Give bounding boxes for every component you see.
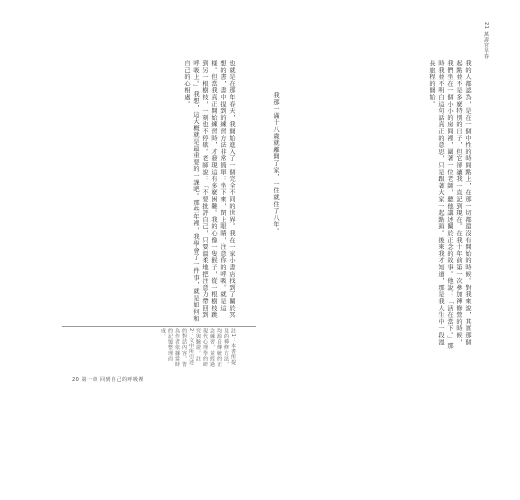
left-page-footnotes: 註1：本書所提及的禪修方法，均源自傳統的正念練習，並經過現代心理學的研究與驗證。註2：文中所引述的對話內容，皆為作者依據當時的記憶整理而成。 — [160, 328, 236, 368]
running-head-left: 20 第一章 回到自己的呼吸裡 — [72, 377, 145, 383]
right-page-quote: 我那一滿十八歲就離開了家，一住就住了八年。 — [272, 92, 279, 235]
right-page-body: 我的人都認為，是在一個中性的時間點上，在那一切都還沒有開始的時候。對我來說，其實那個起點並不是多麼特別的日子，但它卻讓我一直記到現在。在我十年前第一次參加禪修營的時候，我們坐在一個小小的房間裡，圍著一位老師，聽他講述關於正念的故事。他說：「活在當下。」那時我並不明白這句話真正的意思，只是跟著大家一起點頭。後來我才知道，那是我人生中一段漫長旅程的開始。 — [428, 60, 471, 350]
left-page-body: 也就是在那年春天，我開始進入了一個完全不同的世界。我在一家小書店找到了關於冥想的書，書中提到的練習方法非常簡單：坐下來，閉上眼睛，注意你的呼吸。就是這樣。但當我真正開始練習時，才發現這有多麼困難。我的心像一隻猴子，從一根樹枝跳到另一根樹枝，一刻也不停歇。老師說：「不要批評自己，只要溫柔地把注意力帶回到呼吸上。」我想，這大概就是最重要的一課吧。那些年裡，我學會了一件事，就是如何和自己的心相處。 — [183, 60, 235, 323]
footnote-divider — [62, 326, 256, 327]
running-head-right: 21 萬壽宮早春 — [483, 22, 489, 59]
